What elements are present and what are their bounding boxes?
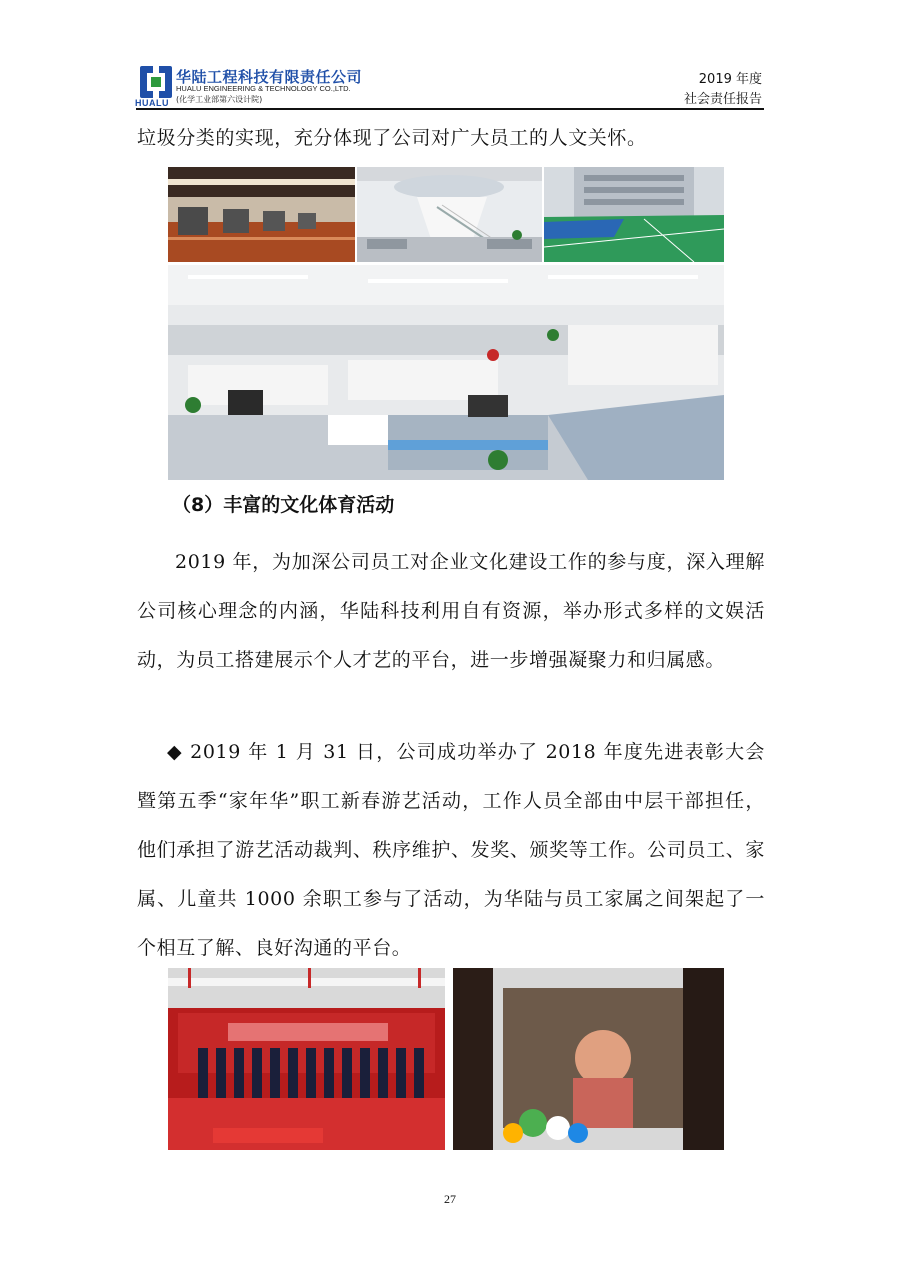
sports-court-photo: [544, 167, 724, 262]
body-paragraph: 2019 年，为加深公司员工对企业文化建设工作的参与度，深入理解公司核心理念的内涵，华陆科技利用自有资源，举办形式多样的文娱活动，为员工搭建展示个人才艺的平台，进一步增强凝聚力和归属感。: [137, 551, 765, 671]
header-divider: [136, 108, 764, 110]
diamond-bullet-icon: ◆: [167, 741, 183, 763]
intro-paragraph: 垃圾分类的实现，充分体现了公司对广大员工的人文关怀。: [137, 127, 647, 149]
report-year: 2019 年度: [698, 72, 762, 87]
company-name-en: HUALU ENGINEERING & TECHNOLOGY CO.,LTD.: [176, 84, 351, 93]
company-name-cn: 华陆工程科技有限责任公司: [176, 68, 363, 86]
company-subtitle: (化学工业部第六设计院): [176, 95, 263, 104]
gym-photo: [168, 167, 355, 262]
report-title: 社会责任报告: [683, 92, 762, 107]
claw-machine-photo: [453, 968, 724, 1150]
section-heading: （8）丰富的文化体育活动: [172, 494, 395, 516]
award-ceremony-photo: [168, 968, 445, 1150]
office-photo: [168, 265, 724, 480]
atrium-photo: [357, 167, 542, 262]
bullet-paragraph-text: 2019 年 1 月 31 日，公司成功举办了 2018 年度先进表彰大会暨第五季“家年华”职工新春游艺活动，工作人员全部由中层干部担任，他们承担了游艺活动裁判、秩序维护、发奖、颁奖等工作。公司员工、家属、儿童共 1000 余职工参与了活动，为华陆与员工家属之间架起了一个相互了解、良好沟通的平台。: [137, 741, 765, 959]
page-number: 27: [444, 1192, 456, 1206]
logo-wordmark: HUALU: [135, 98, 169, 108]
bullet-paragraph: [137, 728, 765, 973]
company-logo: [138, 64, 174, 100]
